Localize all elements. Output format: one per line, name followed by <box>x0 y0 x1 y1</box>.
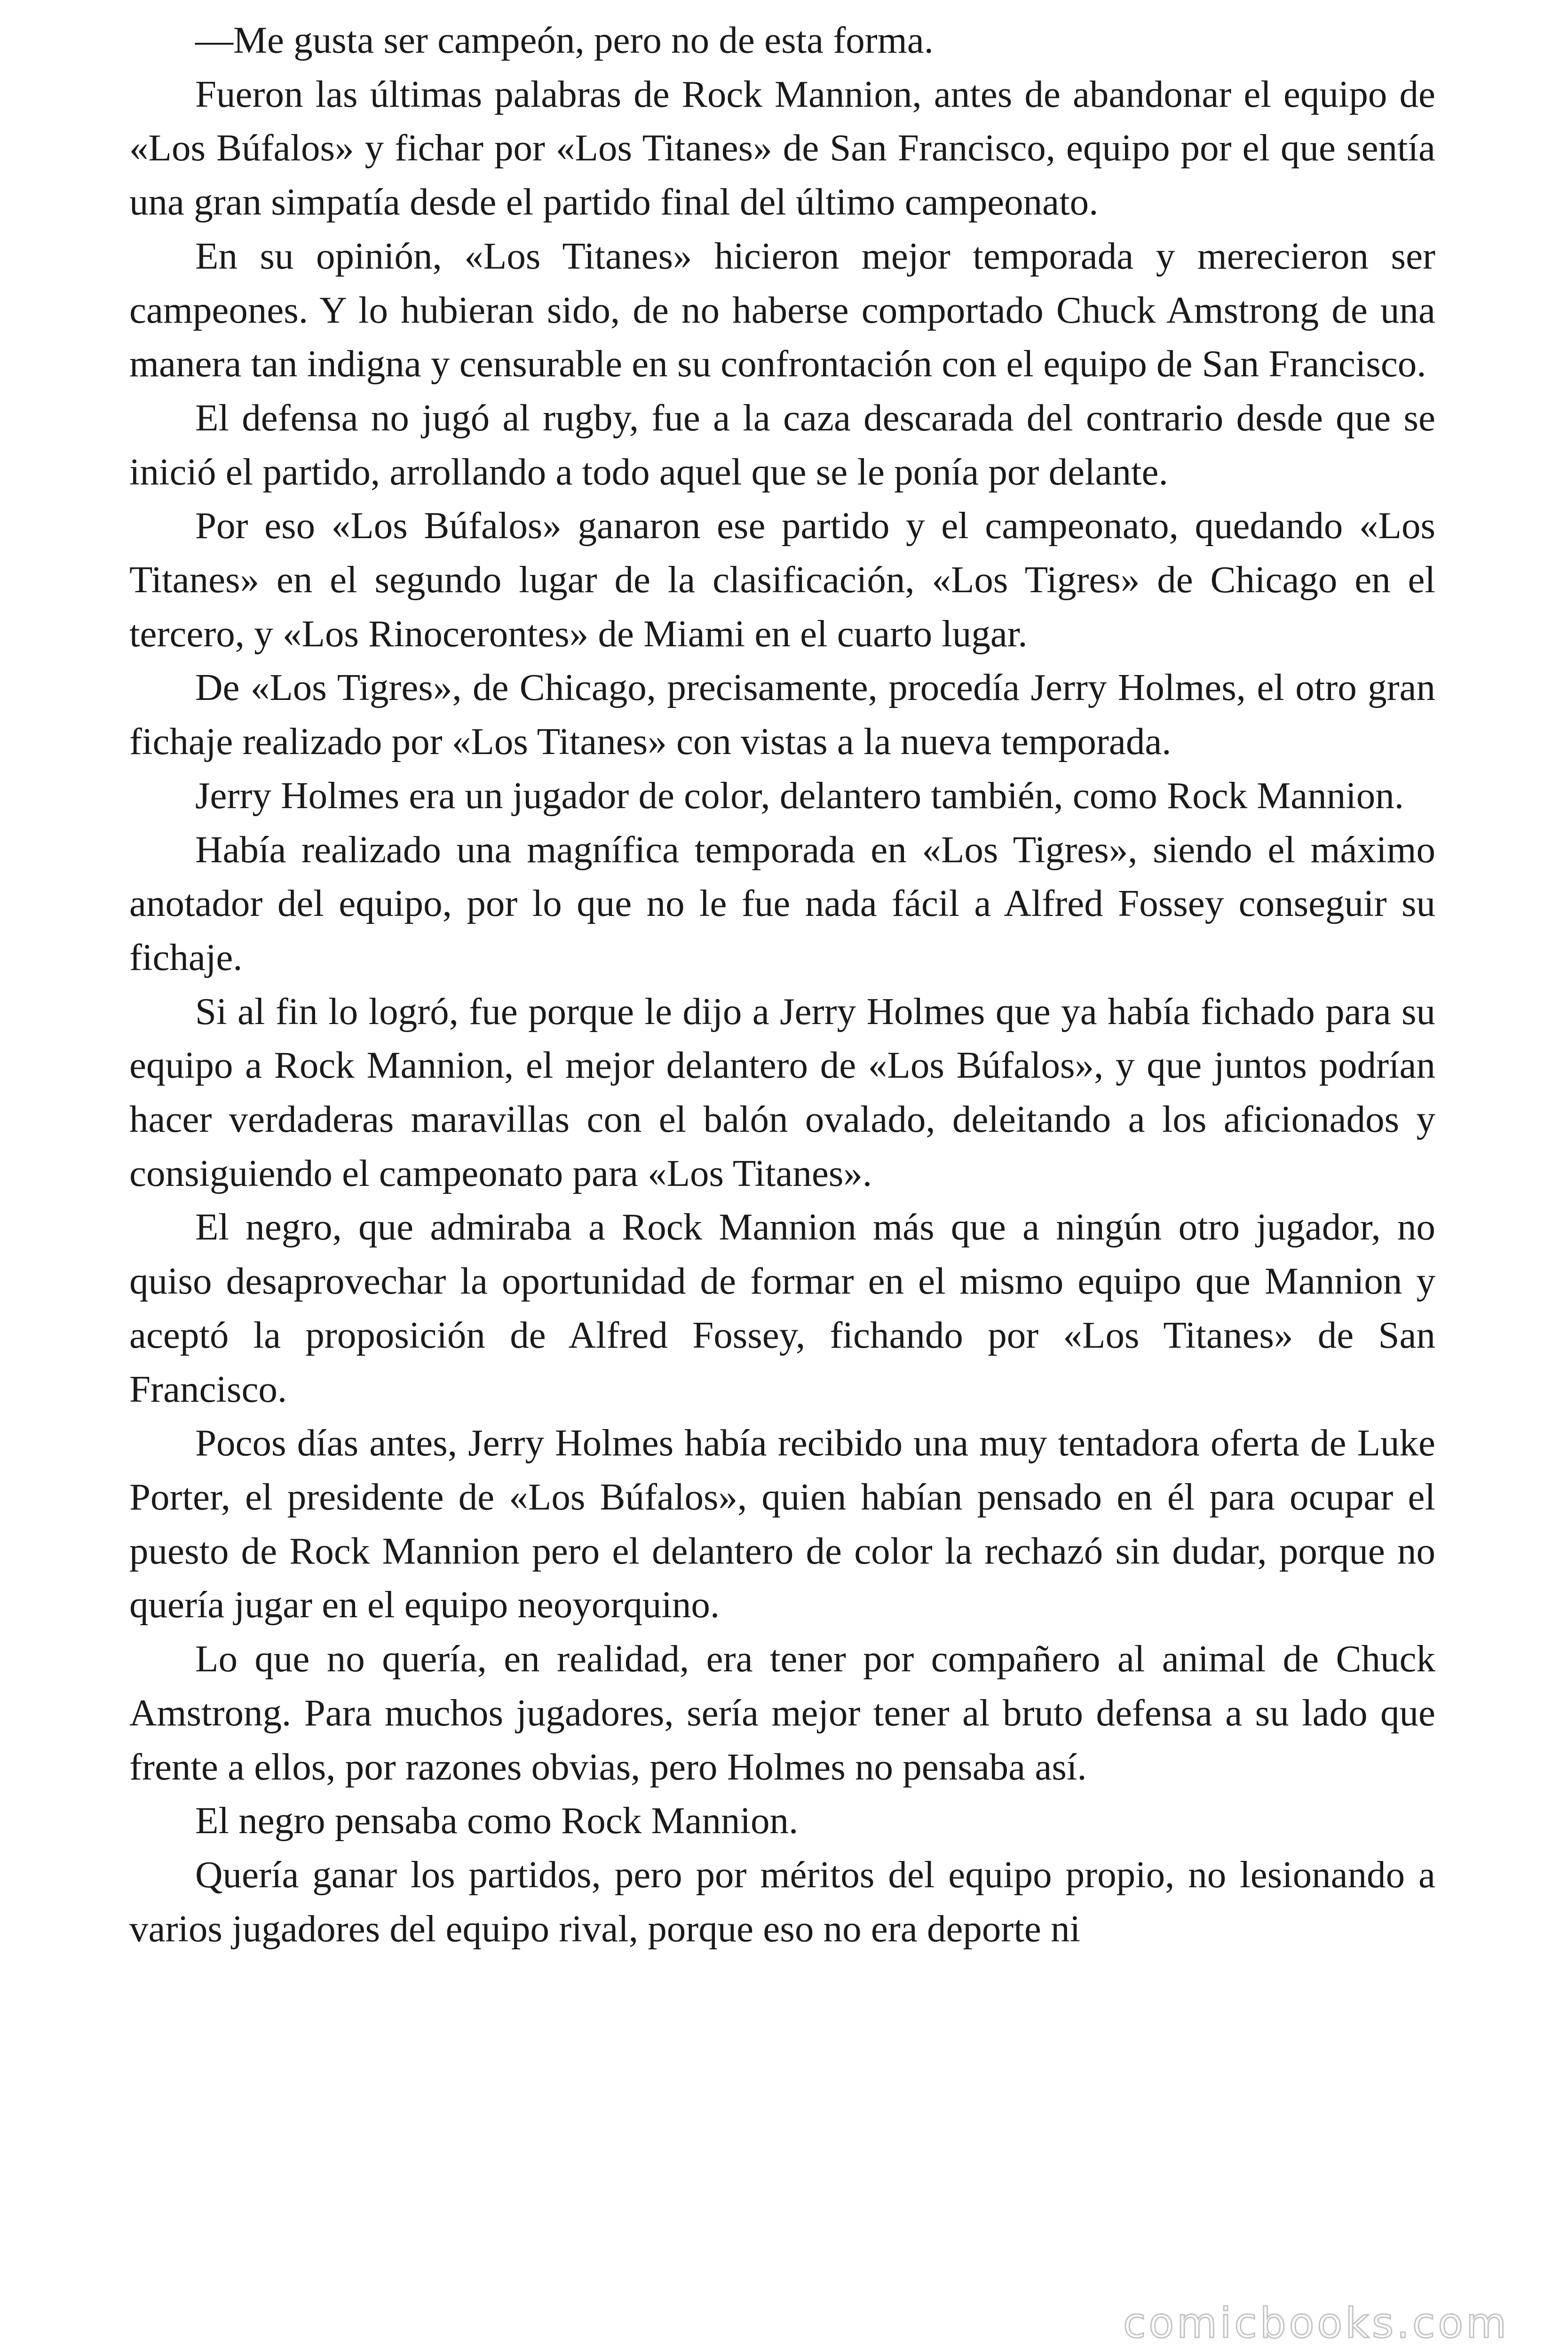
paragraph: El negro, que admiraba a Rock Mannion más que a ningún otro jugador, no quiso desaprovechar la oportunidad de formar en el mismo equipo que Mannion y aceptó la proposición de Alfred Fossey, fichando por «Los Titanes» de San Francisco. <box>129 1206 1435 1410</box>
paragraph: —Me gusta ser campeón, pero no de esta forma. <box>195 19 934 61</box>
paragraph: Si al fin lo logró, fue porque le dijo a Jerry Holmes que ya había fichado para su equipo a Rock Mannion, el mejor delantero de «Los Búfalos», y que juntos podrían hacer verdaderas maravillas con el balón ovalado, deleitando a los aficionados y consiguiendo el campeonato para «Los Titanes». <box>129 990 1435 1194</box>
paragraph: Por eso «Los Búfalos» ganaron ese partido y el campeonato, quedando «Los Titanes» en el segundo lugar de la clasificación, «Los Tigres» de Chicago en el tercero, y «Los Rinocerontes» de Miami en el cuarto lugar. <box>129 504 1435 655</box>
paragraph: Jerry Holmes era un jugador de color, delantero también, como Rock Mannion. <box>195 774 1404 817</box>
paragraph: Había realizado una magnífica temporada en «Los Tigres», siendo el máximo anotador del equipo, por lo que no le fue nada fácil a Alfred Fossey conseguir su fichaje. <box>129 828 1435 978</box>
paragraph: Pocos días antes, Jerry Holmes había recibido una muy tentadora oferta de Luke Porter, el presidente de «Los Búfalos», quien habían pensado en él para ocupar el puesto de Rock Mannion pero el delantero de color la rechazó sin dudar, porque no quería jugar en el equipo neoyorquino. <box>129 1422 1435 1626</box>
paragraph: En su opinión, «Los Titanes» hicieron mejor temporada y merecieron ser campeones. Y lo hubieran sido, de no haberse comportado Chuck Amstrong de una manera tan indigna y censurable en su confrontación con el equipo de San Francisco. <box>129 234 1435 385</box>
paragraph: Quería ganar los partidos, pero por méritos del equipo propio, no lesionando a varios jugadores del equipo rival, porque eso no era deporte ni <box>129 1853 1435 1950</box>
paragraph: El negro pensaba como Rock Mannion. <box>195 1799 799 1842</box>
paragraph: Lo que no quería, en realidad, era tener por compañero al animal de Chuck Amstrong. Para muchos jugadores, sería mejor tener al bruto defensa a su lado que frente a ellos, por razones obvias, pero Holmes no pensaba así. <box>129 1637 1435 1788</box>
paragraph: De «Los Tigres», de Chicago, precisamente, procedía Jerry Holmes, el otro gran fichaje realizado por «Los Titanes» con vistas a la nueva temporada. <box>129 666 1435 763</box>
paragraph: El defensa no jugó al rugby, fue a la caza descarada del contrario desde que se inició el partido, arrollando a todo aquel que se le ponía por delante. <box>129 396 1435 493</box>
body-text <box>129 13 1435 1955</box>
paragraph: Fueron las últimas palabras de Rock Mannion, antes de abandonar el equipo de «Los Búfalos» y fichar por «Los Titanes» de San Francisco, equipo por el que sentía una gran simpatía desde el partido final del último campeonato. <box>129 72 1435 223</box>
watermark: comicbooks.com <box>1123 2299 1509 2347</box>
